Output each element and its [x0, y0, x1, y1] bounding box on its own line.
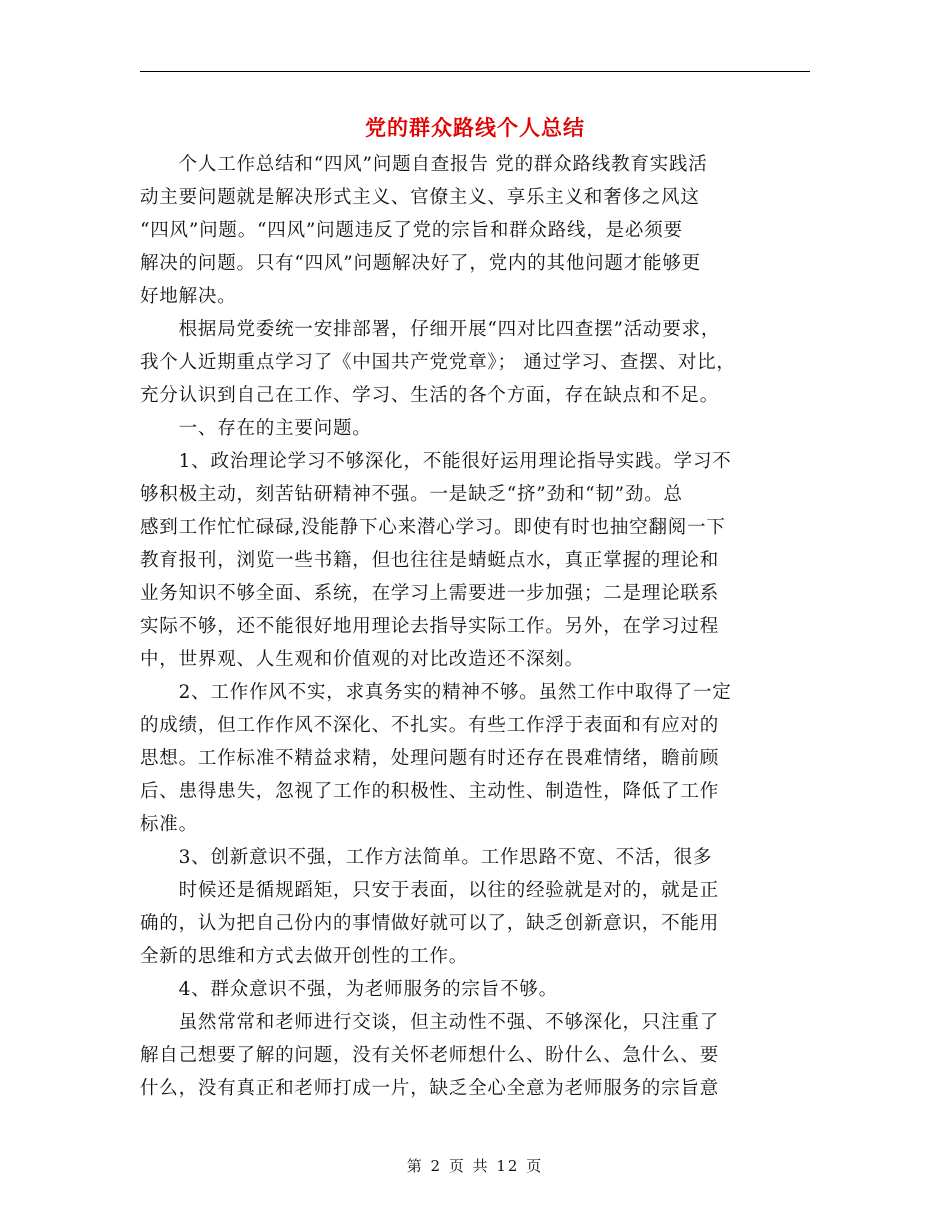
section-heading: 一、存在的主要问题。	[140, 418, 372, 439]
body-line: 动主要问题就是解决形式主义、官僚主义、享乐主义和奢侈之风这	[140, 187, 700, 208]
header-rule	[140, 71, 810, 72]
body-line: 教育报刊，浏览一些书籍，但也往往是蜻蜓点水，真正掌握的理论和	[140, 550, 720, 571]
body-line: 好地解决。	[140, 286, 237, 307]
body-line: 感到工作忙忙碌碌,没能静下心来潜心学习。即使有时也抽空翻阅一下	[140, 517, 726, 538]
body-line: 充分认识到自己在工作、学习、生活的各个方面，存在缺点和不足。	[140, 385, 720, 406]
body-line: 3、创新意识不强，工作方法简单。工作思路不宽、不活，很多	[140, 847, 713, 868]
body-line: 后、患得患失，忽视了工作的积极性、主动性、制造性，降低了工作	[140, 781, 720, 802]
body-line: 思想。工作标准不精益求精，处理问题有时还存在畏难情绪，瞻前顾	[140, 748, 720, 769]
body-line: 什么，没有真正和老师打成一片，缺乏全心全意为老师服务的宗旨意	[140, 1078, 720, 1099]
body-line: 时候还是循规蹈矩，只安于表面，以往的经验就是对的，就是正	[140, 880, 720, 901]
body-line: 全新的思维和方式去做开创性的工作。	[140, 946, 469, 967]
body-line: 业务知识不够全面、系统，在学习上需要进一步加强；二是理论联系	[140, 583, 720, 604]
body-line: 中，世界观、人生观和价值观的对比改造还不深刻。	[140, 649, 584, 670]
body-line: 1、政治理论学习不够深化，不能很好运用理论指导实践。学习不	[140, 451, 732, 472]
page-number: 第 2 页 共 12 页	[406, 1157, 544, 1175]
body-line: 标准。	[140, 814, 198, 835]
body-line: 4、群众意识不强，为老师服务的宗旨不够。	[140, 979, 558, 1000]
body-line: “四风”问题。“四风”问题违反了党的宗旨和群众路线，是必须要	[140, 220, 683, 241]
body-line: 个人工作总结和“四风”问题自查报告 党的群众路线教育实践活	[140, 154, 708, 175]
body-line: 确的，认为把自己份内的事情做好就可以了，缺乏创新意识，不能用	[140, 913, 720, 934]
document-title: 党的群众路线个人总结	[365, 115, 585, 140]
body-line: 根据局党委统一安排部署，仔细开展“四对比四查摆”活动要求，	[140, 319, 721, 340]
body-line: 的成绩，但工作作风不深化、不扎实。有些工作浮于表面和有应对的	[140, 715, 720, 736]
body-line: 虽然常常和老师进行交谈，但主动性不强、不够深化，只注重了	[140, 1012, 720, 1033]
body-line: 我个人近期重点学习了《中国共产党党章》； 通过学习、查摆、对比，	[140, 352, 736, 373]
body-line: 解自己想要了解的问题，没有关怀老师想什么、盼什么、急什么、要	[140, 1045, 720, 1066]
body-line: 实际不够，还不能很好地用理论去指导实际工作。另外，在学习过程	[140, 616, 720, 637]
body-line: 够积极主动，刻苦钻研精神不强。一是缺乏“挤”劲和“韧”劲。总	[140, 484, 683, 505]
body-line: 解决的问题。只有“四风”问题解决好了，党内的其他问题才能够更	[140, 253, 701, 274]
body-line: 2、工作作风不实，求真务实的精神不够。虽然工作中取得了一定	[140, 682, 732, 703]
